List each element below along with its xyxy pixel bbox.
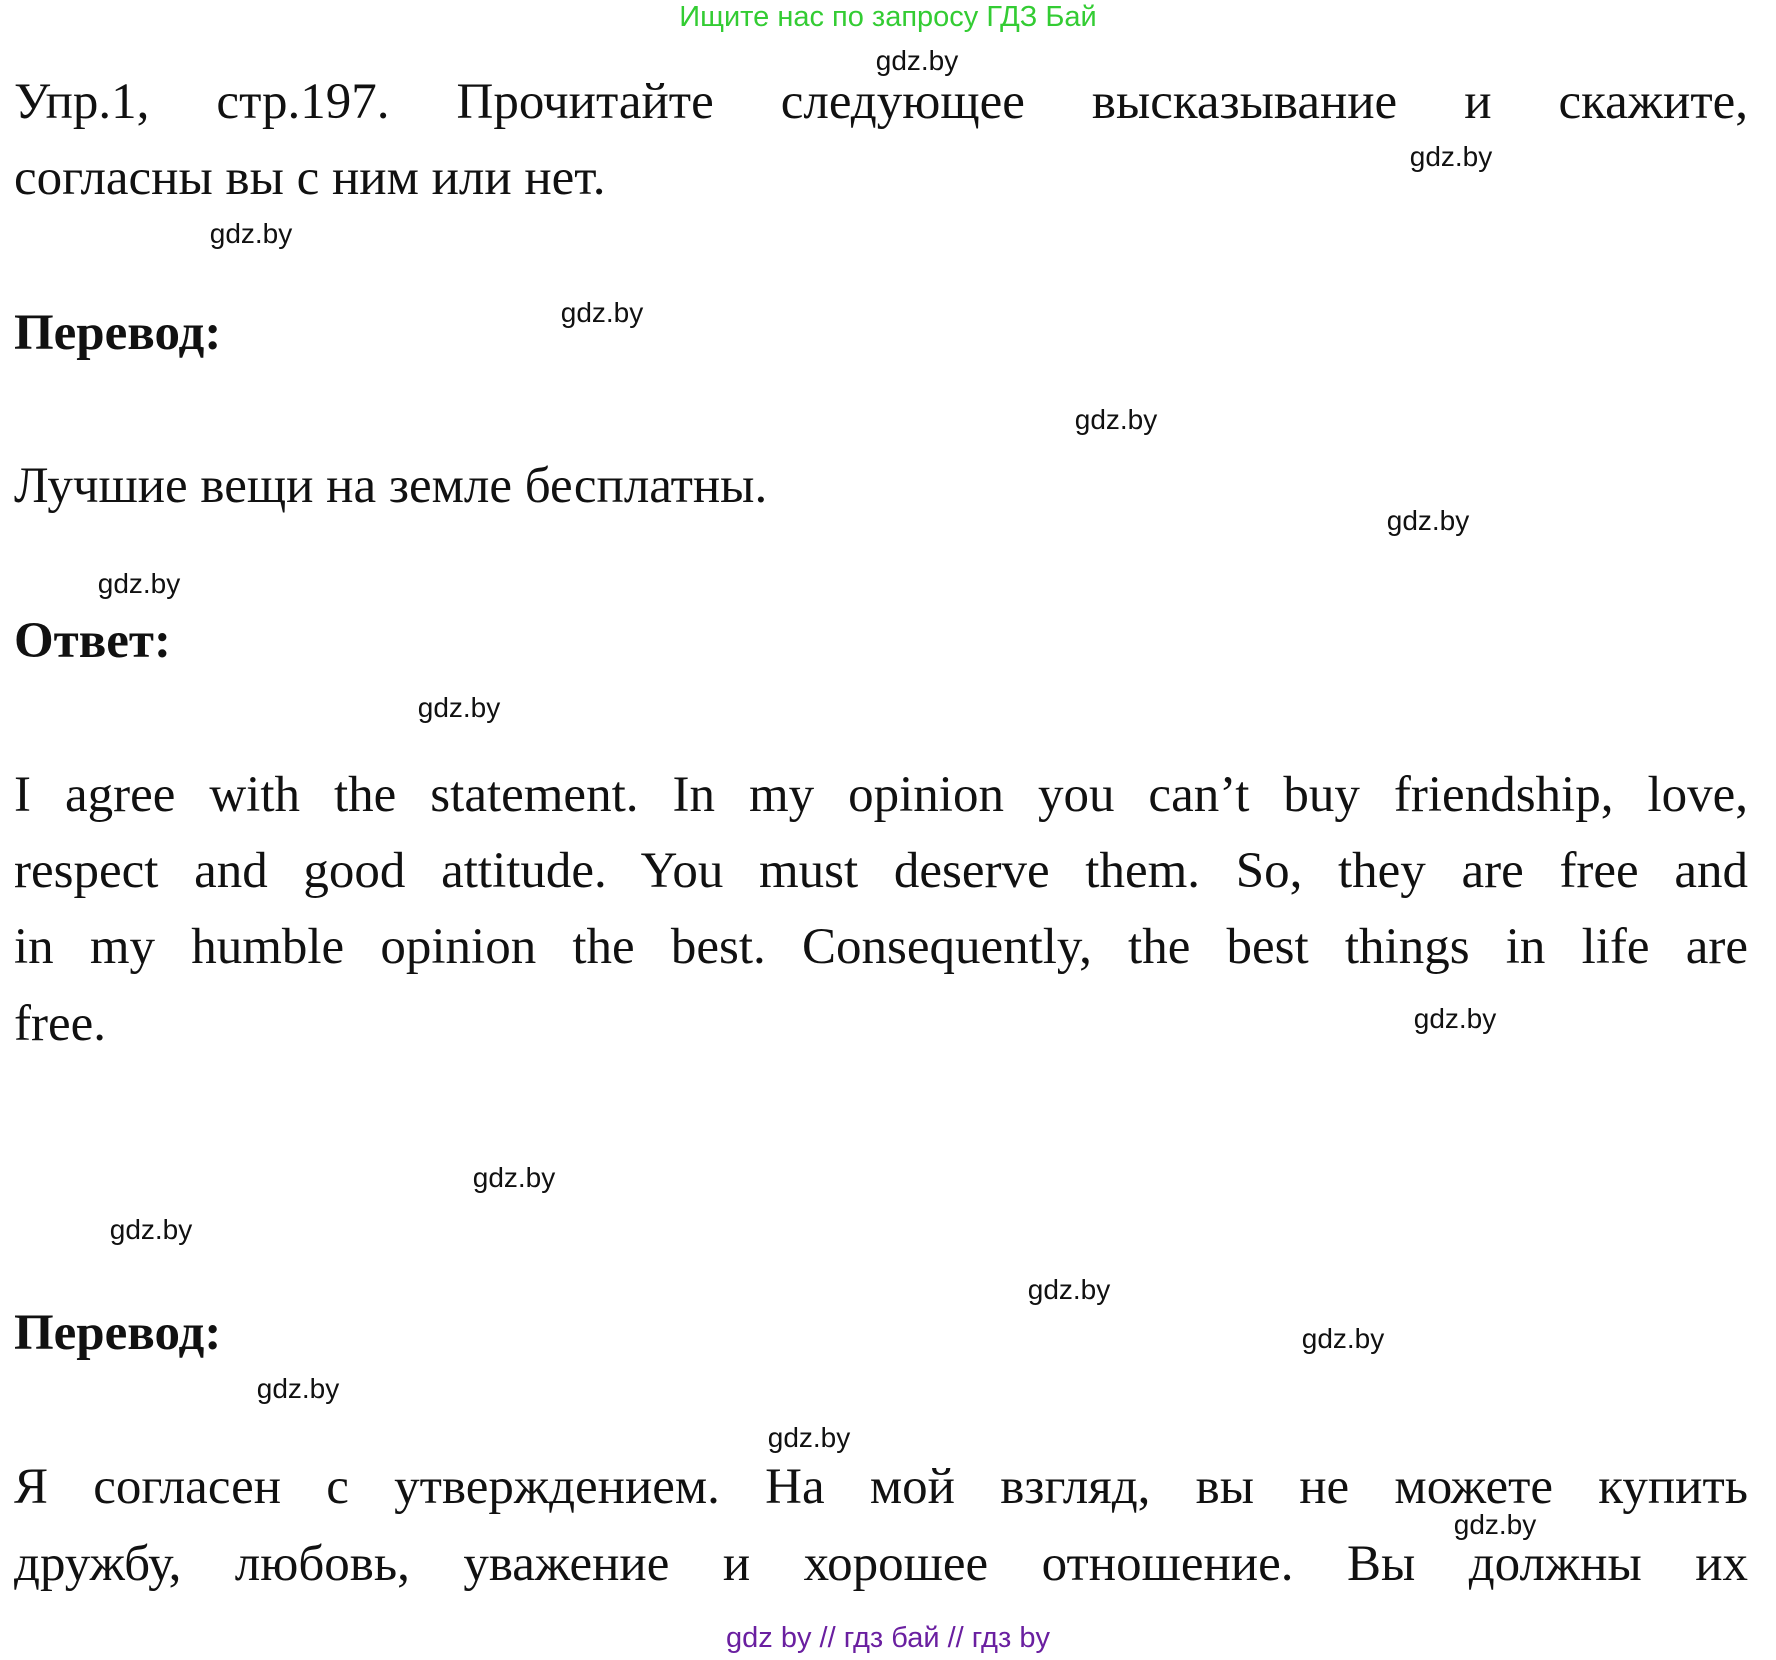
watermark: gdz.by [1453, 1509, 1537, 1540]
translation-line-2: дружбу, любовь, уважение и хорошее отношение. Вы должны их [14, 1536, 1748, 1592]
answer-line-4: free. [14, 996, 106, 1052]
answer-line-3: in my humble opinion the best. Consequently, the best things in life are [14, 919, 1748, 975]
watermark: gdz.by [767, 1422, 851, 1453]
watermark: gdz.by [472, 1162, 556, 1193]
search-banner: Ищите нас по запросу ГДЗ Бай [679, 1, 1097, 33]
translation-text: Лучшие вещи на земле бесплатны. [14, 458, 768, 514]
watermark: gdz.by [256, 1373, 340, 1404]
watermark: gdz.by [417, 692, 501, 723]
watermark: gdz.by [1386, 505, 1470, 536]
footer-links: gdz by // гдз бай // гдз by [726, 1622, 1050, 1654]
watermark: gdz.by [209, 218, 293, 249]
answer-heading: Ответ: [14, 613, 171, 669]
translation-line-1: Я согласен с утверждением. На мой взгляд, вы не можете купить [14, 1459, 1748, 1515]
task-line-1: Упр.1, стр.197. Прочитайте следующее высказывание и скажите, [14, 74, 1748, 130]
translation-heading-2: Перевод: [14, 1305, 222, 1361]
watermark: gdz.by [560, 297, 644, 328]
watermark: gdz.by [97, 568, 181, 599]
watermark: gdz.by [1409, 141, 1493, 172]
watermark: gdz.by [109, 1214, 193, 1245]
watermark: gdz.by [875, 45, 959, 76]
watermark: gdz.by [1413, 1003, 1497, 1034]
watermark: gdz.by [1301, 1323, 1385, 1354]
watermark: gdz.by [1074, 404, 1158, 435]
watermark: gdz.by [1027, 1274, 1111, 1305]
answer-line-1: I agree with the statement. In my opinion you can’t buy friendship, love, [14, 767, 1748, 823]
task-line-2: согласны вы с ним или нет. [14, 150, 606, 206]
translation-heading: Перевод: [14, 305, 222, 361]
answer-line-2: respect and good attitude. You must deserve them. So, they are free and [14, 843, 1748, 899]
